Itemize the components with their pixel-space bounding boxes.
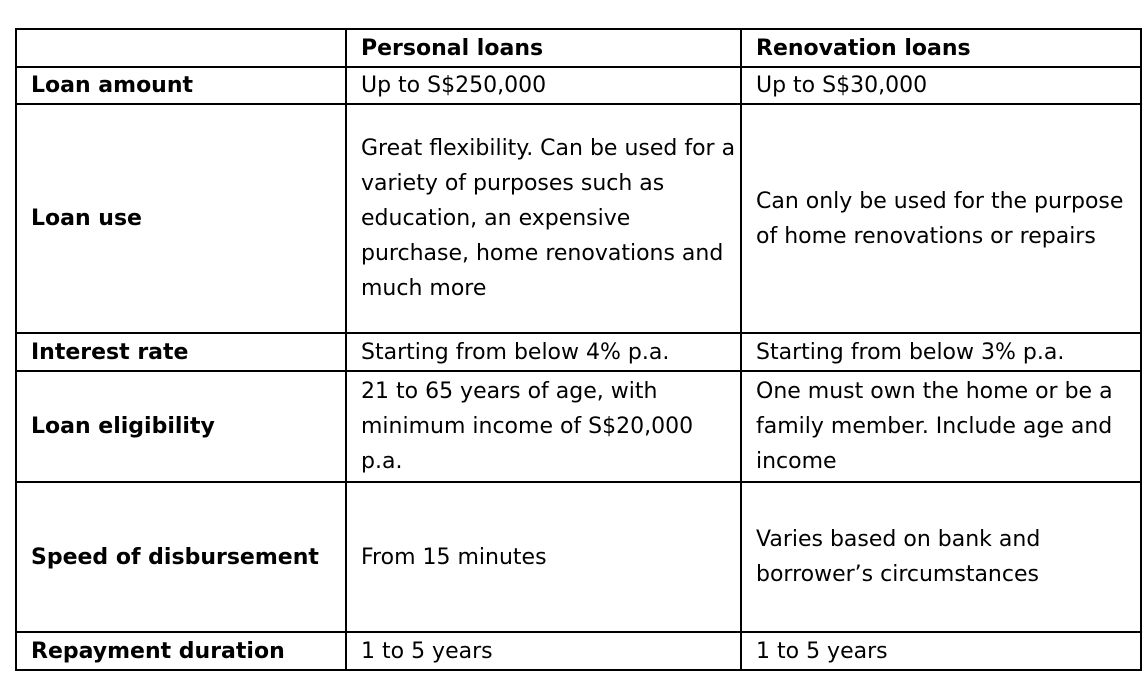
personal-loan-eligibility: 21 to 65 years of age, with minimum income of S$20,000 p.a.	[346, 371, 741, 482]
table-row	[16, 632, 1141, 670]
header-empty-cell	[16, 29, 346, 67]
renovation-speed-of-disbursement: Varies based on bank and borrower’s circumstances	[741, 482, 1141, 632]
row-label-interest-rate: Interest rate	[16, 333, 346, 371]
renovation-loan-amount: Up to S$30,000	[741, 67, 1141, 104]
row-label-speed-of-disbursement: Speed of disbursement	[16, 482, 346, 632]
table-row	[16, 333, 1141, 371]
row-label-loan-use: Loan use	[16, 104, 346, 333]
loan-comparison-table	[15, 28, 1142, 671]
renovation-repayment-duration: 1 to 5 years	[741, 632, 1141, 670]
header-renovation-loans: Renovation loans	[741, 29, 1141, 67]
personal-loan-use: Great flexibility. Can be used for a variety of purposes such as education, an expensive purchase, home renovations and much more	[346, 104, 741, 333]
renovation-loan-eligibility: One must own the home or be a family member. Include age and income	[741, 371, 1141, 482]
row-label-loan-amount: Loan amount	[16, 67, 346, 104]
renovation-loan-use: Can only be used for the purpose of home renovations or repairs	[741, 104, 1141, 333]
row-label-repayment-duration: Repayment duration	[16, 632, 346, 670]
table-header-row	[16, 29, 1141, 67]
personal-repayment-duration: 1 to 5 years	[346, 632, 741, 670]
personal-speed-of-disbursement: From 15 minutes	[346, 482, 741, 632]
table-row	[16, 482, 1141, 632]
personal-interest-rate: Starting from below 4% p.a.	[346, 333, 741, 371]
row-label-loan-eligibility: Loan eligibility	[16, 371, 346, 482]
table-row	[16, 67, 1141, 104]
header-personal-loans: Personal loans	[346, 29, 741, 67]
personal-loan-amount: Up to S$250,000	[346, 67, 741, 104]
renovation-interest-rate: Starting from below 3% p.a.	[741, 333, 1141, 371]
table-row	[16, 104, 1141, 333]
table-row	[16, 371, 1141, 482]
